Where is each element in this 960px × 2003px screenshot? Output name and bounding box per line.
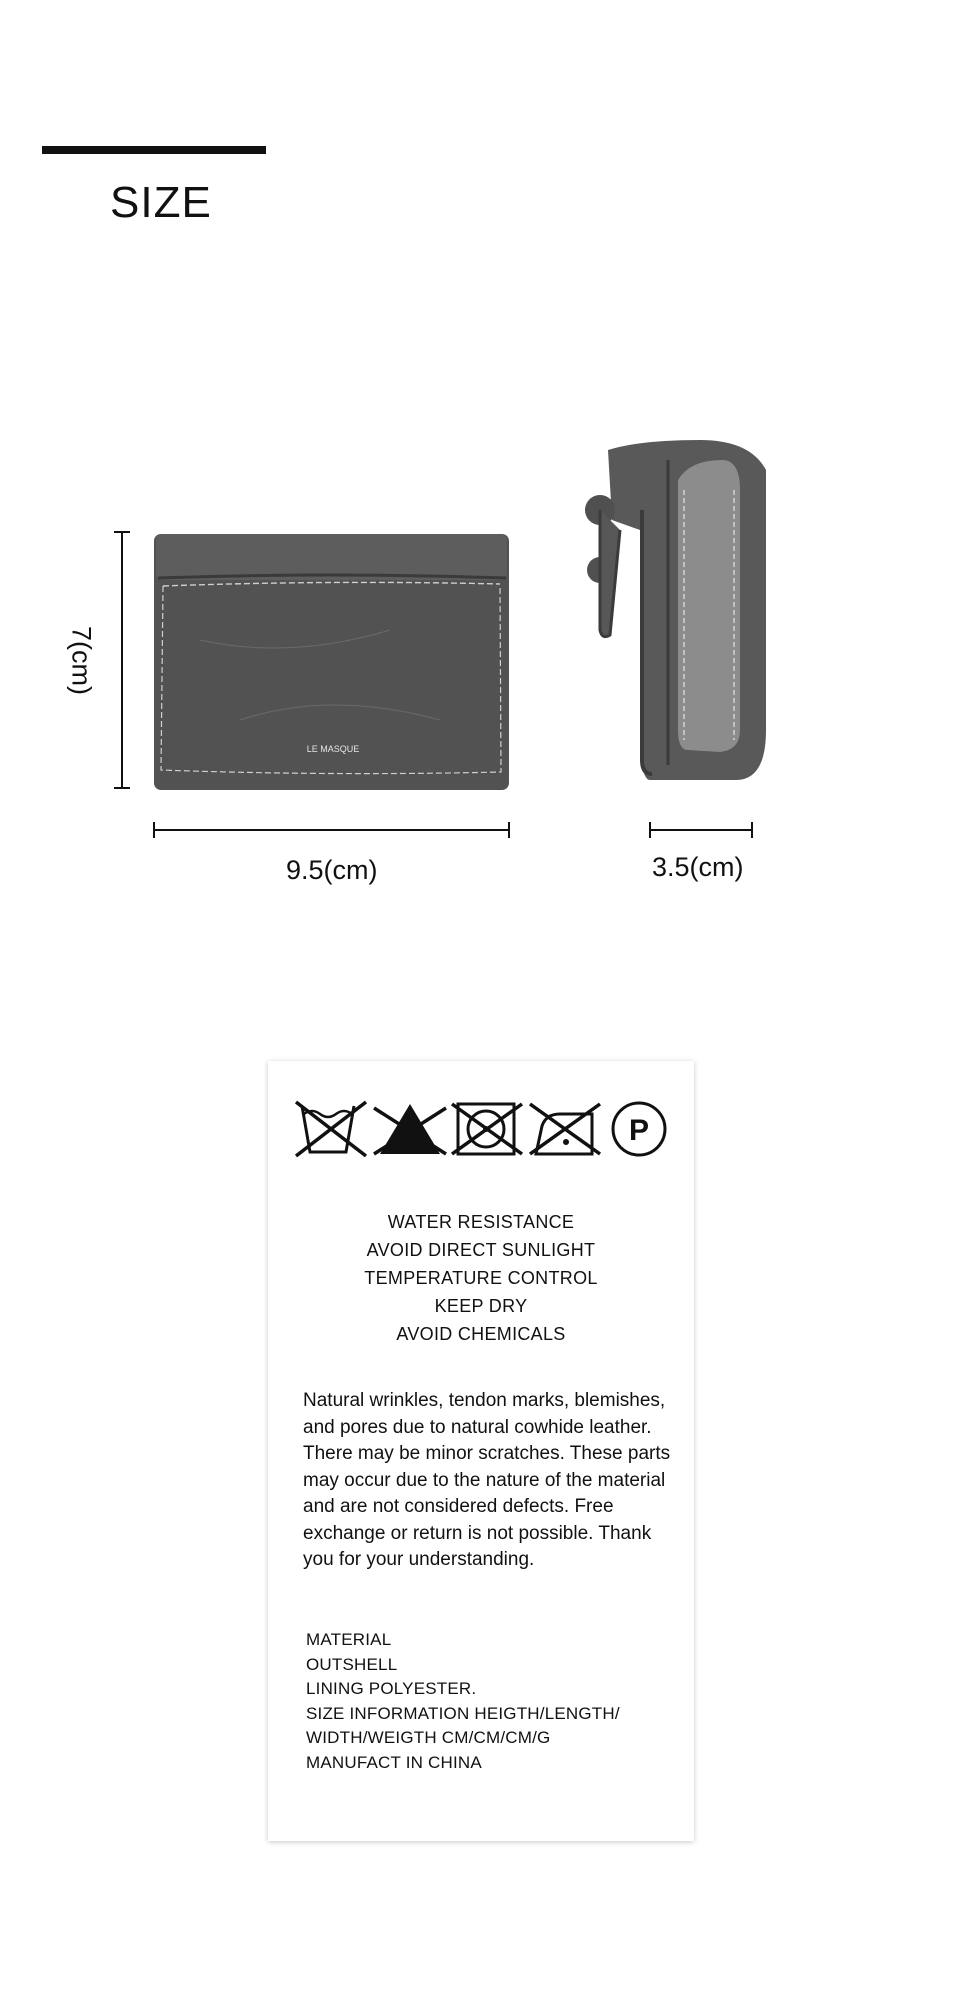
care-label-card bbox=[268, 1061, 694, 1841]
meta-line: LINING POLYESTER. bbox=[306, 1679, 477, 1698]
leather-notice: Natural wrinkles, tendon marks, blemishes, and pores due to natural cowhide leather. There may be minor scratches. These parts may occur due to the nature of the material and are not considered defects. Free exchange or return is not possible. Thank you for your understanding. bbox=[303, 1390, 671, 1570]
svg-text:P: P bbox=[628, 1114, 650, 1147]
width-label: 9.5(cm) bbox=[286, 855, 378, 885]
no-bleach-icon bbox=[374, 1104, 446, 1154]
no-wash-icon bbox=[296, 1102, 366, 1156]
title-rule bbox=[42, 146, 266, 154]
meta-line: WIDTH/WEIGTH CM/CM/CM/G bbox=[306, 1728, 551, 1747]
meta-line: OUTSHELL bbox=[306, 1654, 398, 1674]
material-info bbox=[306, 1628, 676, 1775]
wallet-front-illustration bbox=[60, 520, 530, 900]
care-instructions bbox=[268, 1208, 694, 1348]
care-instruction: KEEP DRY bbox=[434, 1296, 528, 1316]
no-iron-icon bbox=[530, 1104, 600, 1154]
care-instruction: AVOID DIRECT SUNLIGHT bbox=[366, 1240, 596, 1260]
page-title: SIZE bbox=[110, 178, 212, 227]
dry-clean-p-icon bbox=[613, 1103, 665, 1155]
care-instruction: WATER RESISTANCE bbox=[387, 1212, 575, 1232]
no-tumble-dry-icon bbox=[452, 1104, 522, 1154]
wallet-side-illustration bbox=[580, 430, 810, 840]
meta-line: MANUFACT IN CHINA bbox=[306, 1752, 482, 1772]
care-icons-row bbox=[294, 1096, 669, 1166]
care-instruction: TEMPERATURE CONTROL bbox=[364, 1268, 598, 1288]
height-label: 7(cm) bbox=[66, 626, 97, 695]
care-instruction: AVOID CHEMICALS bbox=[396, 1324, 566, 1344]
depth-label: 3.5(cm) bbox=[652, 852, 744, 882]
meta-line: MATERIAL bbox=[306, 1630, 392, 1649]
meta-line: SIZE INFORMATION HEIGTH/LENGTH/ bbox=[306, 1703, 620, 1723]
brand-mark: LE MASQUE bbox=[306, 744, 360, 754]
